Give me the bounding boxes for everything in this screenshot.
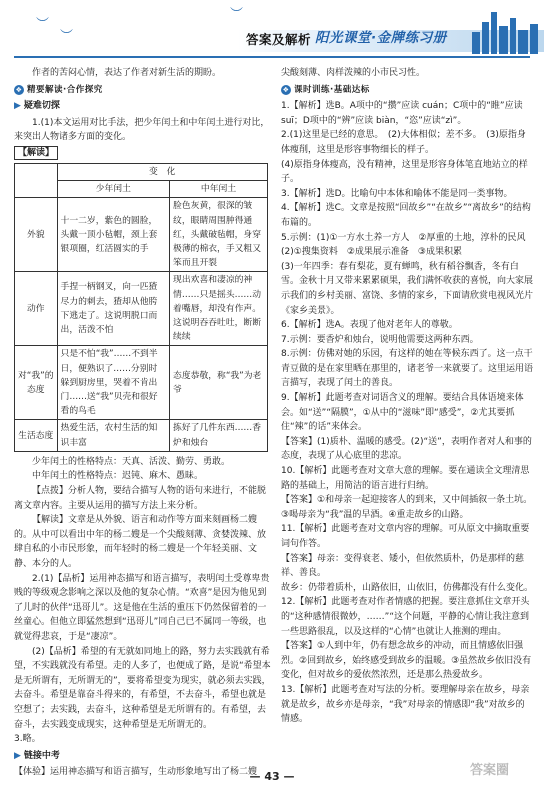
section-heading: ❖ 课时训练·基础达标 xyxy=(282,84,370,95)
answer-item: 4.【解析】选C。文章是按照“回故乡”“在故乡”“离故乡”的结构布篇的。 xyxy=(281,203,531,228)
header-title: 答案及解析 xyxy=(246,32,312,47)
paragraph: (2)【品析】希望的有无就如同地上的路，努力去实践就有希望，不实践就没有希望。走的人多了，也便成了路，是说“希望本是无所谓有，无所谓无的”，要将希望变为现实，就必须去实践，去奋斗。希望是靠奋斗得来的，有希望，不去奋斗，希望也就是空想了；去实践，去奋斗，这种希望是无所谓有的。有希望，去奋斗，去实践变成现实，这种希望是无所谓无的。 xyxy=(14,646,271,730)
answer-item: 10.【解析】此题考查对文章大意的理解。要在通读全文理清思路的基础上，用简洁的语言进行归纳。 xyxy=(281,466,530,491)
bird-icon: ︶ xyxy=(36,17,50,32)
arrow-icon: ▶ xyxy=(14,750,21,761)
paragraph: 【体验】运用神态描写和语言描写，生动形象地写出了杨二嫂 xyxy=(14,767,258,778)
answer-item: 1.【解析】选B。A项中的“攒”应读 cuán；C项中的“睢”应读 suī；D项中的“辨”应读 biàn，“恣”应读“zì”。 xyxy=(281,101,523,126)
answer-item: 【答案】(1)质朴、温暖的感受。(2)“送”，表明作者对人和事的态度，表现了从心底里的悲凉。 xyxy=(281,436,532,462)
bird-icon: ︶ xyxy=(60,29,74,44)
table-row: 动作 手捏一柄钢叉，向一匹猹尽力的刺去，猹却从他胯下逃走了。这说明脱口而出，活泼不怕 现出欢喜和凄凉的神情……只是摇头……动着嘴唇，却没有作声。这说明吞吞吐吐，断断续续 xyxy=(15,272,268,346)
subheading: ▶ 链接中考 xyxy=(14,749,272,764)
book-icon: ❖ xyxy=(282,85,290,94)
section-heading: ❖ 精要解读·合作探究 xyxy=(15,84,103,95)
answer-item: 2.(1)这里是已经的意思。 (2)大体相似；差不多。 (3)原指身体瘦削，这里是形容事物细长的样子。 xyxy=(281,130,526,155)
paragraph: 中年闰土的性格特点：迟钝、麻木、愚昧。 xyxy=(32,471,204,482)
answer-item: 13.【解析】此题考查对写法的分析。要理解母亲在故乡，母亲就是故乡，故乡亦是母亲，“我”对母亲的情感即“我”对故乡的情感。 xyxy=(281,684,530,725)
paragraph: 【点拨】分析人物，要结合描写人物的语句来进行，不能脱离文章内容。主要从运用的描写方法上来分析。 xyxy=(14,486,267,511)
jiedu-label: 【解读】 xyxy=(14,146,58,160)
answer-item: 11.【解析】此题考查对文章内容的理解。可从原文中摘取重要词句作答。 xyxy=(281,524,530,549)
answer-item: 6.【解析】选A。表现了他对老年人的尊敬。 xyxy=(281,320,458,331)
table-corner xyxy=(15,163,58,197)
table-row: 外貌 十一二岁，紫色的圆脸，头戴一顶小毡帽，颈上套银项圈，红活圆实的手 脸色灰黄，很深的皱纹，眼睛周围肿得通红，头戴破毡帽，身穿极薄的棉衣，手又粗又笨而且开裂 xyxy=(15,198,268,272)
answer-item: 3.【解析】选D。比喻句中本体和喻体不能是同一类事物。 xyxy=(281,188,513,199)
answer-item: (2)①搜集资料 ②成果展示准备 ③成果积累 xyxy=(281,247,462,258)
table-header-adult: 中年闰土 xyxy=(170,181,268,198)
left-column xyxy=(14,66,272,780)
page-header xyxy=(0,0,544,66)
paragraph: 少年闰土的性格特点：天真、活泼、勤劳、勇敢。 xyxy=(32,456,231,467)
bird-icon: ︶ xyxy=(230,7,244,22)
paragraph: 2.(1)【品析】运用神态描写和语言描写，表明闰土受尊卑贵贱的等级观念影响之深以及他的复杂心情。“欢喜”是因为他见到了儿时的伙伴“迅哥儿”。这是他在生活的重压下仍然保留着的一丝童心。但他立即猛然想到“迅哥儿”同自己已不属同一等级，也就觉得悲哀，于是“凄凉”。 xyxy=(14,573,270,642)
answer-item: (4)原指身体瘦高，没有精神，这里是形容身体笔直地站立的样子。 xyxy=(281,159,528,185)
header-brand: 阳光课堂·金牌练习册 xyxy=(315,30,447,46)
subheading: ▶ 疑难切探 xyxy=(14,99,272,114)
paragraph: 【解读】文章是从外貌、语言和动作等方面来刻画杨二嫂的。从中可以看出中年的杨二嫂是一个尖酸刻薄、贪婪泼辣、放肆自私的小市民形象，而年轻时的杨二嫂是一个年轻美丽、文静、本分的人。 xyxy=(14,515,267,569)
answer-item: 8.示例：仿佛对她的乐园，有这样的她在等候东西了。这一点干青豆做的是在家里晒在那里的，诸老爷一来就要了。这里运用语言描写，表现了闰土的善良。 xyxy=(281,349,534,389)
arrow-icon: ▶ xyxy=(14,101,21,112)
answer-item: 5.示例：(1)①一方水土养一方人 ②厚重的土地，淳朴的民风 xyxy=(281,232,526,243)
table-header-young: 少年闰土 xyxy=(57,181,170,198)
paragraph: 3.略。 xyxy=(14,734,41,745)
table-row: 生活态度 热爱生活，农村生活的知识丰富 拣好了几件东西……香炉和烛台 xyxy=(15,420,268,451)
answer-item: 【答案】①人到中年，仍有想念故乡的冲动，而且情感依旧强烈。②回到故乡，始终感受到故乡的温暖。③虽然故乡依旧没有变化，但对故乡的爱依然浓烈，还是那么热爱故乡。 xyxy=(281,641,532,681)
watermark-logo: 答案圈 xyxy=(470,763,510,778)
city-skyline-icon xyxy=(470,4,540,54)
table-header-change: 变 化 xyxy=(57,163,267,180)
continuation-text: 尖酸刻薄、肉样泼辣的小市民习性。 xyxy=(281,68,426,78)
answer-item: 12.【解析】此题考查对作者情感的把握。要注意抓住文章开头的“这种感情很微妙，……”“这个问题，平静的心情让我注意到一些思路很乱，以及这样的“心情”也就让人推测的理由。 xyxy=(281,597,530,637)
intro-text: 作者的苦闷心情，表达了作者对新生活的期盼。 xyxy=(32,68,222,78)
answer-item: 9.【解析】此题考查对词语含义的理解。要结合具体语境来体会。如“送”“隔膜”，①从中的“滋味”即“感受”，②尤其要抓住“辣”的话”来体会。 xyxy=(281,393,524,433)
question-1: 1.(1)本文运用对比手法，把少年闰土和中年闰土进行对比，来突出人物诸多方面的变化。 xyxy=(14,117,270,143)
comparison-table xyxy=(14,163,268,452)
right-column xyxy=(281,66,533,727)
answer-item: 【答案】母亲：变得衰老、矮小，但依然质朴，仍是那样的慈祥、善良。 xyxy=(281,553,525,579)
answer-item: (3)一年四季：春有梨花，夏有蝉鸣，秋有稻谷飘香，冬有白雪。金秋十月又带来累累硕果，我们满怀收获的喜悦，向大家展示我们的乡村美丽、富饶、多情的家乡，下面请欣赏电视风光片《家乡美景》。 xyxy=(281,261,534,316)
table-row: 对“我”的态度 只是不怕“我”……不到半日，便熟识了……分别时躲到厨房里，哭着不肯出门……送“我”贝壳和很好看的鸟毛 态度恭敬，称“我”为老爷 xyxy=(15,346,268,420)
header-rule xyxy=(14,56,530,58)
book-icon: ❖ xyxy=(15,85,23,94)
answer-item: 7.示例：要香炉和烛台，说明他需要这两种东西。 xyxy=(281,334,479,345)
answer-item: 故乡：仍带着质朴，山路依旧，山依旧，仿佛都没有什么变化。 xyxy=(281,582,534,593)
page-number: — 43 — xyxy=(249,770,295,783)
answer-item: 【答案】①和母亲一起迎接客人的到来，又中间插叙一条土坑。③喝母亲为“我”温的早酒。④重走故乡的山路。 xyxy=(281,495,533,520)
